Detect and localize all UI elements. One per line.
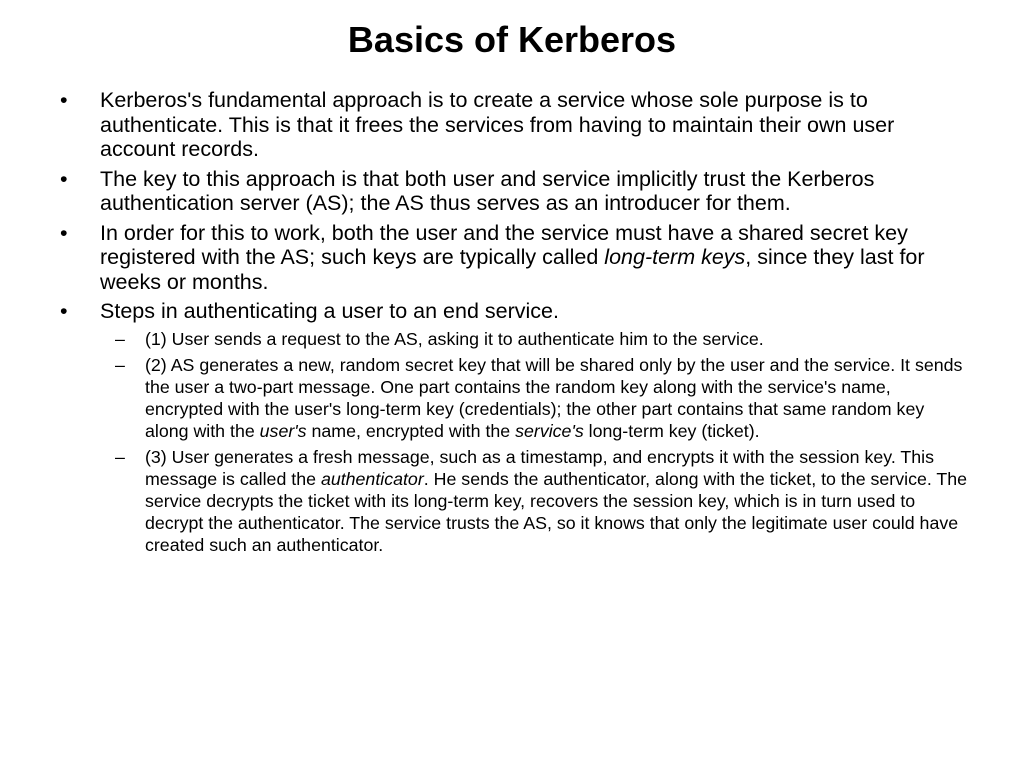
term-long-term-keys: long-term keys <box>604 245 746 269</box>
bullet-item <box>60 167 970 216</box>
step-text: (1) User sends a request to the AS, asking it to authenticate him to the service. <box>145 328 764 349</box>
slide-title: Basics of Kerberos <box>347 19 677 60</box>
dash-marker: – <box>115 447 125 468</box>
bullet-item <box>60 88 970 162</box>
bullet-item <box>60 299 970 324</box>
bullet-marker: • <box>60 299 68 323</box>
bullet-text: Kerberos's fundamental approach is to create a service whose sole purpose is to authenticate. This is that it frees the services from having to maintain their own user account records. <box>100 88 895 161</box>
term-services: service's <box>515 420 584 441</box>
dash-marker: – <box>115 328 125 349</box>
bullet-text: The key to this approach is that both user and service implicitly trust the Kerberos authentication server (AS); the AS thus serves as an introducer for them. <box>100 166 875 215</box>
bullet-marker: • <box>60 88 68 112</box>
term-users: user's <box>259 420 307 441</box>
step-item <box>60 355 970 442</box>
dash-marker: – <box>115 355 125 376</box>
bullet-marker: • <box>60 220 68 245</box>
bullet-text-end: , since they last for weeks or months. <box>100 245 925 294</box>
step-text-mid: name, encrypted with the <box>306 420 516 441</box>
bullet-item <box>60 221 970 295</box>
bullet-text: In order for this to work, both the user and the service must have a shared secret key registered with the AS; such keys are typically called <box>100 220 908 269</box>
term-authenticator: authenticator <box>320 469 424 490</box>
step-item <box>60 447 970 556</box>
step-text: (2) AS generates a new, random secret key that will be shared only by the user and the service. It sends the user a two-part message. One part contains the random key along with the service's name, encrypted with the user's long-term key (credentials); the other part contains that same random key along with the <box>145 355 963 441</box>
steps-list <box>60 329 970 557</box>
bullet-text: Steps in authenticating a user to an end service. <box>100 299 559 323</box>
bullet-marker: • <box>60 166 68 191</box>
step-item <box>60 329 970 351</box>
step-text-end: long-term key (ticket). <box>583 420 760 441</box>
step-text: (3) User generates a fresh message, such as a timestamp, and encrypts it with the session key. This message is called the <box>145 447 934 490</box>
step-text-end: . He sends the authenticator, along with the ticket, to the service. The service decrypts the ticket with its long-term key, recovers the session key, which is in turn used to decrypt the authenticator. The service trusts the AS, so it knows that only the legitimate user could have created such an authenticator. <box>145 469 968 555</box>
bullet-list <box>60 88 970 561</box>
